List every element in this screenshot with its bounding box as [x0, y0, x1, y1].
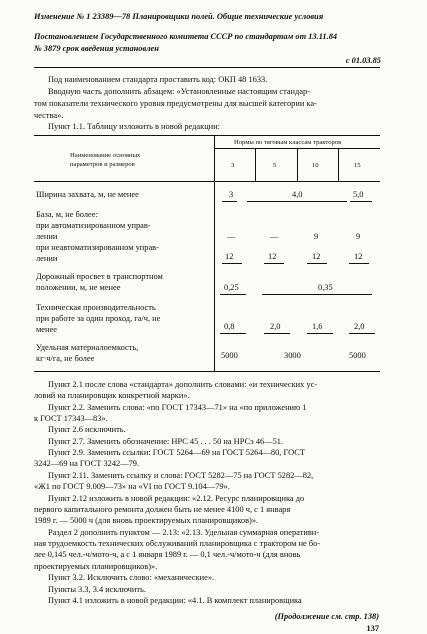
header-effective: № 3879 срок введения установлен: [34, 44, 159, 53]
intro-line: чества».: [34, 111, 64, 120]
header-effective-date: с 01.03.85: [345, 56, 381, 65]
row-productivity-v15: 2,0: [354, 322, 365, 331]
table-vline: [338, 148, 339, 181]
row-clearance-label: положении, м, не менее: [36, 283, 121, 292]
body-line: Пункт 2.2. Заменить слова: «по ГОСТ 17343—71» на «по приложению 1: [48, 403, 307, 412]
intro-line: Пункт 1.1. Таблицу изложить в новой редакции:: [48, 122, 220, 131]
span-line: [222, 201, 237, 202]
span-line: [264, 333, 290, 334]
row-productivity-v3: 0,8: [224, 322, 235, 331]
page-number: 137: [366, 624, 379, 633]
intro-line: том показатели технического уровня предусмотрены для высшей категории ка-: [34, 99, 317, 108]
body-line: 1989 г. — 5000 ч (для вновь проектируемых планировщиков)».: [34, 516, 259, 525]
table-rule: [34, 181, 380, 182]
row-base-manual-5: 12: [268, 252, 277, 261]
table-bottom-rule: [34, 371, 380, 372]
row-width-v5-10: 4,0: [292, 190, 303, 199]
span-line: [350, 201, 372, 202]
continued-note: (Продолжение см. стр. 138): [274, 612, 379, 621]
row-base-label: лении: [36, 254, 58, 263]
row-material-v3: 5000: [221, 351, 238, 360]
body-line: Пункт 2.6 исключить.: [48, 425, 126, 434]
span-line: [222, 263, 242, 264]
row-material-v5-10: 3000: [284, 351, 301, 360]
span-line: [349, 263, 369, 264]
class-col-3: 3: [231, 162, 235, 169]
span-line: [220, 333, 246, 334]
body-line: Пункт 2.11. Заменить ссылку и слова: ГОСТ 5282—75 на ГОСТ 5282—82,: [48, 471, 314, 480]
class-col-15: 15: [354, 162, 361, 169]
header-change-title: Изменение № 1 23389—78 Планировщики полей. Общие технические условия: [34, 12, 324, 21]
body-line: лее 0,145 чел.-ч/мото-ч, а с 1 января 1989 г. — 0,1 чел.-ч/мото-ч (для вновь: [34, 550, 301, 559]
body-line: ная трудоемкость технических обслуживаний планировщика с трактором не бо-: [34, 539, 321, 548]
row-base-label: при автоматизированном управ-: [36, 221, 151, 230]
body-line: к ГОСТ 17343—83».: [34, 414, 108, 423]
body-line: Пункты 3.3, 3.4 исключить.: [48, 585, 146, 594]
body-line: Пункт 2.7. Заменить обозначение: НРС 45 . . . 50 на НРСэ 46—51.: [48, 437, 284, 446]
body-line: 3242—69 на ГОСТ 3242—79.: [34, 459, 140, 468]
table-rule: [34, 135, 380, 136]
row-clearance-v5-15: 0,35: [318, 283, 333, 292]
body-line: Пункт 2.1 после слова «стандарта» дополнить словами: «и технических ус-: [48, 380, 318, 389]
header-resolution: Постановлением Государственного комитета СССР по стандартам от 13.11.84: [34, 32, 338, 41]
row-base-label: лении: [36, 232, 58, 241]
class-col-5: 5: [273, 162, 277, 169]
intro-line: Вводную часть дополнить абзацем: «Установленные настоящим стандар-: [48, 87, 310, 96]
row-productivity-label: при работе за один проход, га/ч, не: [36, 314, 161, 323]
row-base-auto-3: —: [227, 232, 236, 241]
class-col-10: 10: [312, 162, 319, 169]
body-line: Пункт 2.12 изложить в новой редакции: «2.12. Ресурс планировщика до: [48, 494, 305, 503]
row-productivity-v5: 2,0: [270, 322, 281, 331]
row-clearance-label: Дорожный просвет в транспортном: [36, 272, 163, 281]
row-productivity-label: Техническая производительность: [36, 303, 156, 312]
span-line: [349, 333, 375, 334]
row-width-v15: 5,0: [353, 190, 364, 199]
body-line: ловий на планировщик конкретной марки».: [34, 391, 190, 400]
row-base-manual-3: 12: [225, 252, 234, 261]
span-line: [220, 294, 246, 295]
row-material-v15: 5000: [349, 351, 366, 360]
span-line: [264, 263, 284, 264]
row-material-label: Удельная материалоемкость,: [36, 343, 139, 352]
body-line: проектируемых планировщиков)».: [34, 562, 158, 571]
span-line: [247, 201, 347, 202]
intro-line: Под наименованием стандарта проставить код: ОКП 48 1633.: [48, 75, 268, 84]
row-base-auto-10: 9: [314, 232, 319, 241]
header-rule: [34, 67, 380, 68]
row-base-manual-10: 12: [312, 252, 321, 261]
row-clearance-v3: 0,25: [224, 283, 239, 292]
class-header: Нормы по тяговым классам тракторов: [234, 139, 342, 146]
row-base-label: База, м, не более:: [36, 210, 98, 219]
param-header: параметров и размеров: [70, 161, 135, 168]
body-line: «Ж1 по ГОСТ 9.009—73» на «VI по ГОСТ 9.104—79».: [34, 482, 230, 491]
body-line: Пункт 3.2. Исключить слово: «механические».: [48, 573, 215, 582]
body-line: Раздел 2 дополнить пунктом — 2.13: «2.13. Удельная суммарная оперативн-: [48, 528, 320, 537]
row-base-manual-15: 12: [354, 252, 363, 261]
body-line: Пункт 4.1 изложить в новой редакции: «4.1. В комплект планировщика: [48, 596, 302, 605]
span-line: [307, 263, 327, 264]
row-productivity-label: менее: [36, 325, 57, 334]
row-base-label: при неавтоматизированном управ-: [36, 243, 159, 252]
row-material-label: кг·ч/га, не более: [36, 354, 95, 363]
body-line: Пункт 2.9. Заменить ссылки: ГОСТ 5264—69 на ГОСТ 5264—80, ГОСТ: [48, 448, 305, 457]
table-vline: [297, 148, 298, 181]
table-vline: [255, 148, 256, 181]
span-line: [307, 333, 333, 334]
row-width-v3: 3: [229, 190, 234, 199]
row-productivity-v10: 1,6: [312, 322, 323, 331]
row-width-label: Ширина захвата, м, не менее: [36, 190, 139, 199]
body-line: первого капитального ремонта должен быть не менее 4100 ч, с 1 января: [34, 505, 291, 514]
table-vline: [214, 135, 215, 371]
param-header: Наименование основных: [70, 152, 141, 159]
span-line: [262, 294, 372, 295]
row-base-auto-5: —: [270, 232, 279, 241]
row-base-auto-15: 9: [356, 232, 361, 241]
